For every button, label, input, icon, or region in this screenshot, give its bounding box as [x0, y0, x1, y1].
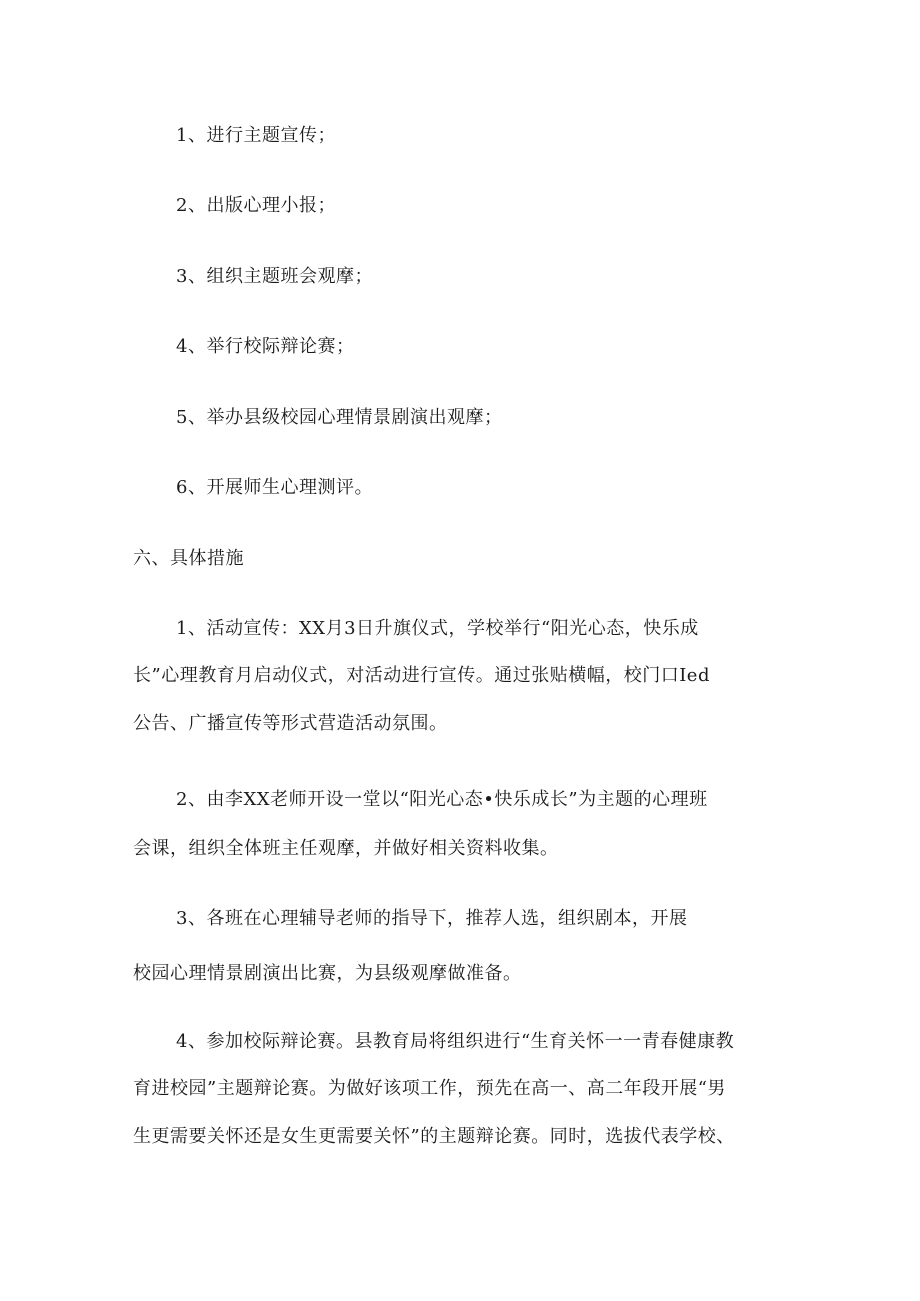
section-heading: 六、具体措施 [133, 548, 244, 569]
measure-1-line-3: 公告、广播宣传等形式营造活动氛围。 [133, 713, 448, 734]
measure-3-line-1: 3、各班在心理辅导老师的指导下，推荐人选，组织剧本，开展 [176, 908, 688, 929]
measure-1-line-2: 长”心理教育月启动仪式，对活动进行宣传。通过张贴横幅，校门口Ied [133, 665, 710, 686]
list-item-3: 3、组织主题班会观摩； [176, 266, 373, 287]
list-item-5: 5、举办县级校园心理情景剧演出观摩； [176, 407, 503, 428]
measure-2-line-1: 2、由李XX老师开设一堂以“阳光心态•快乐成长”为主题的心理班 [176, 789, 708, 810]
measure-1-line-1: 1、活动宣传：XX月3日升旗仪式，学校举行“阳光心态，快乐成 [176, 618, 699, 639]
list-item-4: 4、举行校际辩论赛； [176, 336, 355, 357]
list-item-6: 6、开展师生心理测评。 [176, 477, 373, 498]
measure-4-line-3: 生更需要关怀还是女生更需要关怀”的主题辩论赛。同时，选拔代表学校、 [133, 1126, 735, 1147]
list-item-2: 2、出版心理小报； [176, 195, 336, 216]
measure-4-line-2: 育进校园”主题辩论赛。为做好该项工作，预先在高一、高二年段开展“男 [133, 1078, 726, 1099]
list-item-1: 1、进行主题宣传； [176, 125, 336, 146]
measure-2-line-2: 会课，组织全体班主任观摩，并做好相关资料收集。 [133, 838, 559, 859]
measure-3-line-2: 校园心理情景剧演出比赛，为县级观摩做准备。 [133, 963, 522, 984]
measure-4-line-1: 4、参加校际辩论赛。县教育局将组织进行“生育关怀一一青春健康教 [176, 1031, 735, 1052]
